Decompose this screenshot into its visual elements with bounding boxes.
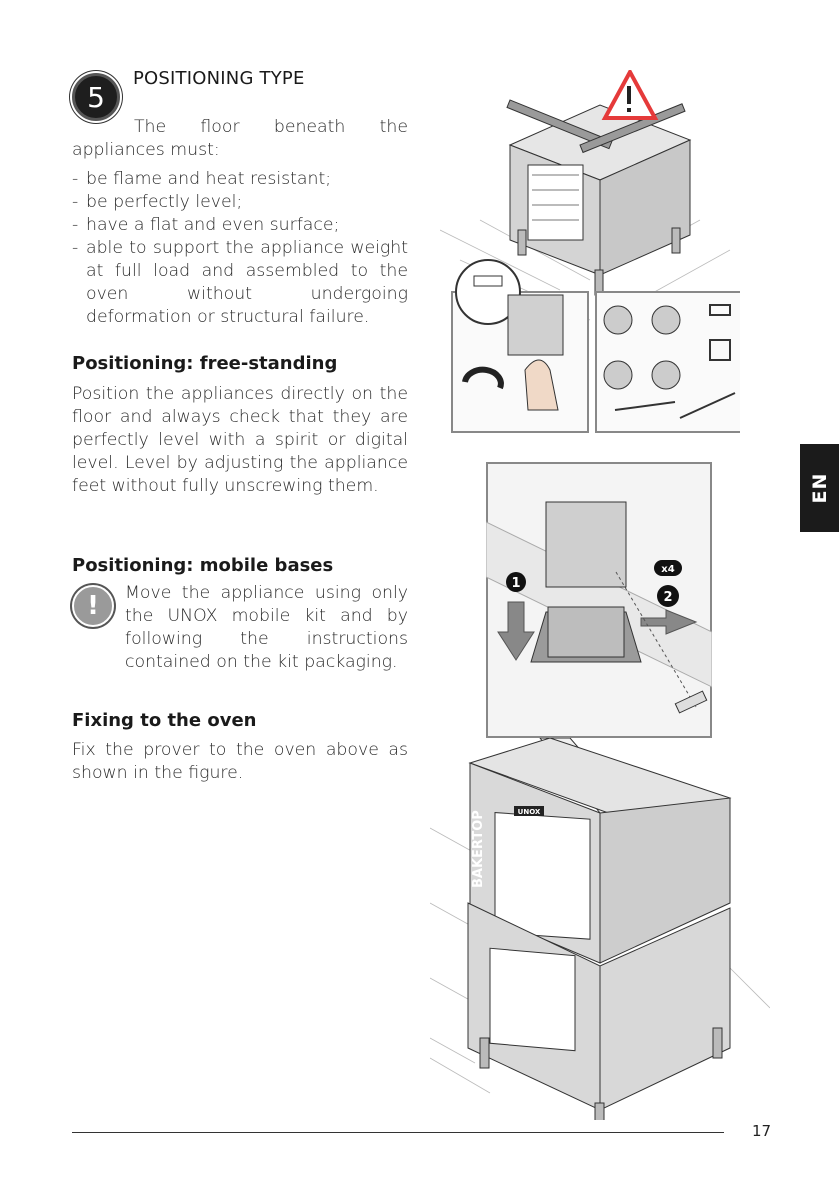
svg-text:UNOX: UNOX	[517, 808, 541, 816]
prover-illustration	[440, 70, 740, 440]
svg-text:1: 1	[511, 576, 521, 591]
floor-requirements-list	[72, 168, 408, 329]
mobile-bases-heading: Positioning: mobile bases	[72, 555, 334, 576]
warning-triangle-icon	[627, 86, 631, 104]
section-title: POSITIONING TYPE	[133, 68, 305, 89]
step-number-badge: 5	[72, 73, 120, 121]
free-standing-heading: Positioning: free-standing	[72, 353, 338, 374]
fixing-text: Fix the prover to the oven above as shown in the figure.	[72, 740, 408, 783]
warning-icon: !	[72, 585, 114, 627]
floor-intro: The floor beneath the appliances must:	[72, 117, 408, 160]
list-item: - be perfectly level;	[72, 191, 408, 214]
svg-text:2: 2	[663, 590, 673, 605]
svg-text:x4: x4	[661, 564, 675, 575]
footer-rule	[72, 1132, 724, 1133]
fixing-detail-illustration	[486, 462, 712, 738]
svg-text:BAKERTOP: BAKERTOP	[471, 810, 486, 888]
mobile-bases-body: Move the appliance using only the UNOX mobile kit and by following the instructions contained on the kit packaging.	[125, 583, 408, 672]
list-item: - be flame and heat resistant;	[72, 168, 408, 191]
list-item: - able to support the appliance weight at full load and assembled to the oven without undergoing deformation or structural failure.	[72, 237, 408, 329]
page-number: 17	[752, 1122, 772, 1140]
mobile-bases-text	[72, 582, 408, 674]
list-item: - have a flat and even surface;	[72, 214, 408, 237]
language-tab: EN	[800, 444, 839, 532]
free-standing-text: Position the appliances directly on the floor and always check that they are perfectly level with a spirit or digital level. Level by adjusting the appliance feet without fully unscrewing them.	[72, 384, 408, 496]
stacked-oven-illustration	[430, 738, 770, 1120]
fixing-heading: Fixing to the oven	[72, 710, 257, 731]
